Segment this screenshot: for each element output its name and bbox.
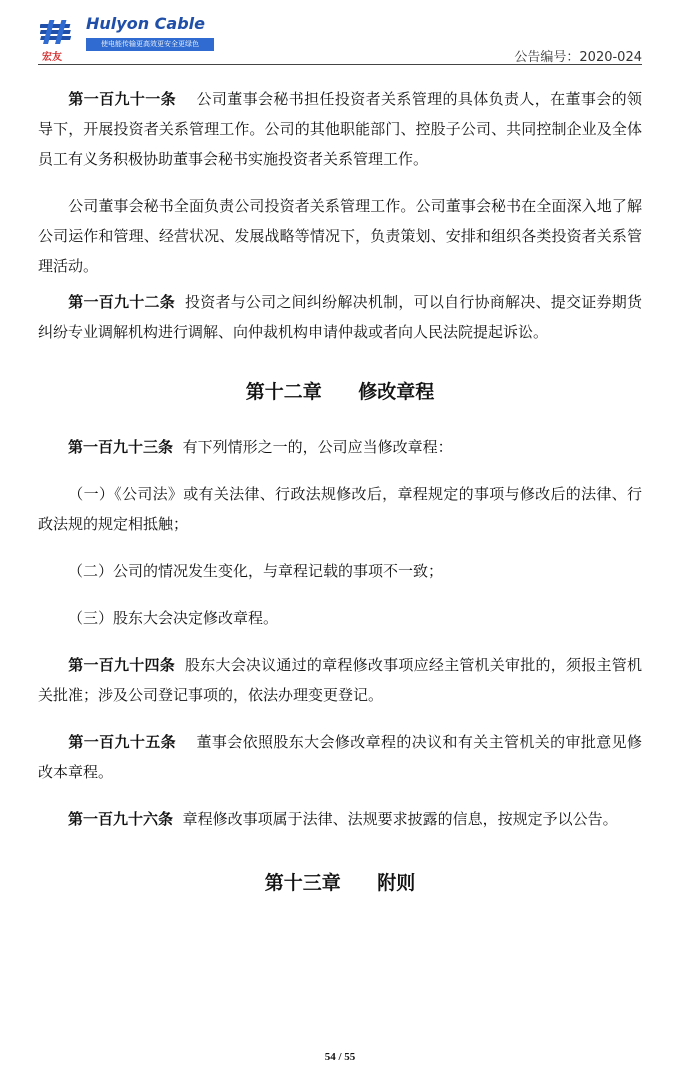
article-193-item-3	[38, 603, 642, 633]
article-title: 第一百九十四条	[68, 656, 175, 674]
article-title: 第一百九十五条	[68, 733, 176, 751]
list-item-text: （一）《公司法》或有关法律、行政法规修改后，章程规定的事项与修改后的法律、行政法规的规定相抵触；	[38, 485, 642, 533]
article-195	[38, 727, 642, 787]
article-194	[38, 650, 642, 710]
document-body	[38, 84, 642, 895]
article-text: 有下列情形之一的，公司应当修改章程：	[182, 438, 453, 456]
article-title: 第一百九十六条	[68, 810, 174, 828]
paragraph-text: 公司董事会秘书全面负责公司投资者关系管理工作。公司董事会秘书在全面深入地了解公司运作和管理、经营状况、发展战略等情况下，负责策划、安排和组织各类投资者关系管理活动。	[38, 197, 642, 275]
article-text: 股东大会决议通过的章程修改事项应经主管机关审批的，须报主管机关批准；涉及公司登记事项的，依法办理变更登记。	[38, 656, 642, 704]
article-193-item-1	[38, 479, 642, 539]
article-text: 董事会依照股东大会修改章程的决议和有关主管机关的审批意见修改本章程。	[38, 733, 642, 781]
article-193	[38, 432, 642, 462]
logo-english-name: Hulyon Cable	[86, 14, 205, 33]
article-title: 第一百九十三条	[68, 438, 174, 456]
article-text: 投资者与公司之间纠纷解决机制，可以自行协商解决、提交证券期货纠纷专业调解机构进行调解、向仲裁机构申请仲裁或者向人民法院提起诉讼。	[38, 293, 642, 341]
logo-chinese-name: 宏友	[42, 52, 62, 63]
header-divider	[38, 64, 642, 65]
page-number: 54 / 55	[324, 1051, 356, 1063]
article-193-item-2	[38, 556, 642, 586]
company-logo	[38, 14, 208, 63]
list-item-text: （三）股东大会决定修改章程。	[68, 609, 279, 627]
article-192	[38, 287, 642, 347]
article-title: 第一百九十二条	[68, 293, 175, 311]
article-191-paragraph-2	[38, 191, 642, 281]
article-196	[38, 804, 642, 834]
chapter-13-heading: 第十三章 附则	[264, 872, 416, 894]
list-item-text: （二）公司的情况发生变化，与章程记载的事项不一致；	[68, 562, 444, 580]
notice-number: 公告编号：2020-024	[514, 50, 642, 65]
article-text: 公司董事会秘书担任投资者关系管理的具体负责人，在董事会的领导下，开展投资者关系管理工作。公司的其他职能部门、控股子公司、共同控制企业及全体员工有义务积极协助董事会秘书实施投资者关系管理工作。	[38, 90, 642, 168]
article-191	[38, 84, 642, 174]
article-title: 第一百九十一条	[68, 90, 176, 108]
chapter-12-heading: 第十二章 修改章程	[245, 381, 435, 403]
logo-slogan: 使电能传输更高效更安全更绿色	[86, 38, 214, 51]
article-text: 章程修改事项属于法律、法规要求披露的信息，按规定予以公告。	[182, 810, 618, 828]
page-header	[38, 14, 642, 64]
